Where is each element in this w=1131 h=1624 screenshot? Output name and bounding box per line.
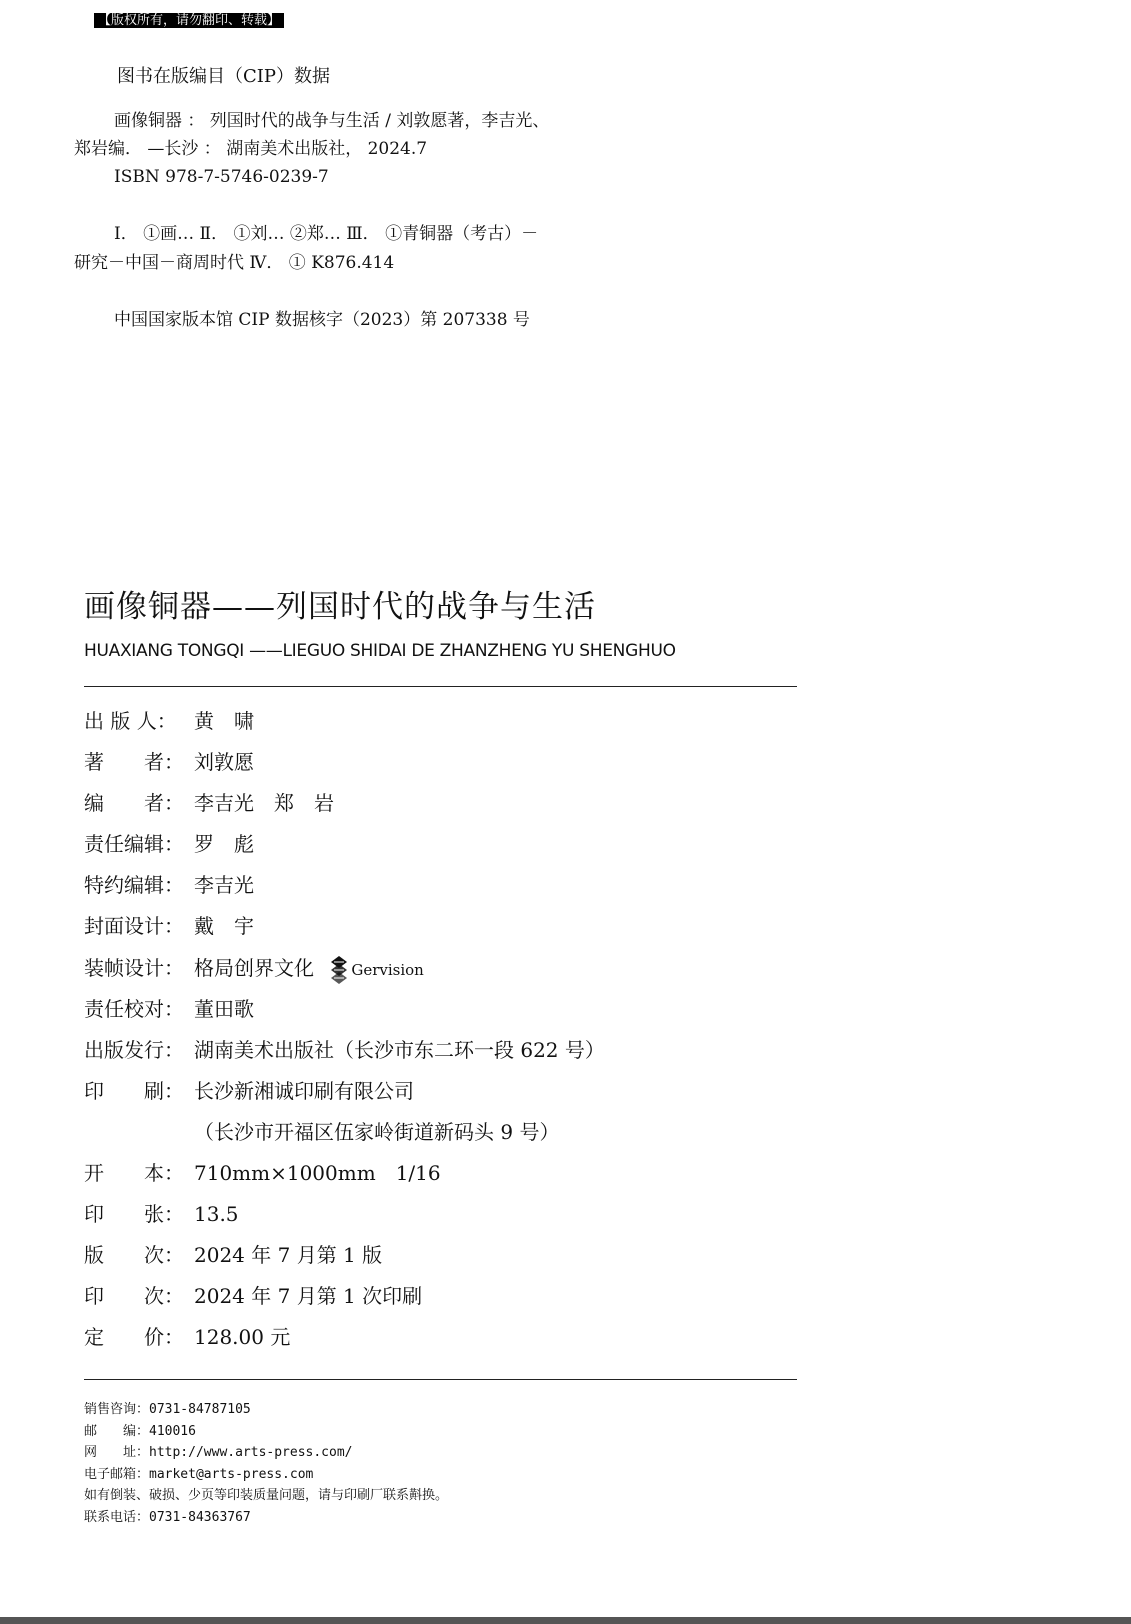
cip-heading: 图书在版编目（CIP）数据 — [117, 66, 330, 87]
credit-special-editor: 特约编辑： 李吉光 — [84, 873, 254, 897]
credit-editors: 编 者： 李吉光 郑 岩 — [84, 791, 334, 815]
cip-record-number: 中国国家版本馆 CIP 数据核字（2023）第 207338 号 — [114, 310, 530, 330]
credit-responsible-editor: 责任编辑： 罗 彪 — [84, 832, 254, 856]
credit-binding-design: 装帧设计： 格局创界文化 Gervision — [84, 953, 424, 983]
copyright-notice: 【版权所有，请勿翻印、转载】 — [94, 13, 284, 28]
cip-line-1: 画像铜器 ： 列国时代的战争与生活 / 刘敦愿著，李吉光、 — [114, 111, 550, 131]
contact-sales-phone: 销售咨询：0731-84787105 — [84, 1402, 251, 1417]
contact-info — [84, 1399, 448, 1528]
cip-isbn: ISBN 978-7-5746-0239-7 — [114, 167, 329, 187]
book-title-en: HUAXIANG TONGQI ——LIEGUO SHIDAI DE ZHANZHENG YU SHENGHUO — [84, 641, 676, 661]
book-title-cn: 画像铜器——列国时代的战争与生活 — [84, 589, 596, 625]
top-divider — [84, 686, 797, 687]
contact-postcode: 邮 编：410016 — [84, 1423, 196, 1439]
gervision-logo-icon — [330, 955, 348, 985]
credit-proofreader: 责任校对： 董田歌 — [84, 997, 254, 1021]
credit-cover-design: 封面设计： 戴 宇 — [84, 914, 254, 938]
credit-sheets: 印 张： 13.5 — [84, 1202, 239, 1226]
credit-format: 开 本： 710mm×1000mm 1/16 — [84, 1161, 441, 1185]
credit-author: 著 者： 刘敦愿 — [84, 750, 254, 774]
gervision-logo-text: Gervision — [351, 960, 424, 979]
credit-distribution: 出版发行： 湖南美术出版社（长沙市东二环一段 622 号） — [84, 1038, 605, 1062]
credit-printer: 印 刷： 长沙新湘诚印刷有限公司 — [84, 1079, 414, 1103]
cip-line-2: 郑岩编． —长沙 ： 湖南美术出版社， 2024.7 — [74, 139, 428, 159]
cip-classification-1: Ⅰ． ①画… Ⅱ． ①刘… ②郑… Ⅲ． ①青铜器（考古）－ — [114, 224, 539, 244]
credit-publisher: 出 版 人： 黄 啸 — [84, 709, 254, 733]
contact-website: 网 址：http://www.arts-press.com/ — [84, 1445, 353, 1460]
contact-printer-phone: 联系电话：0731-84363767 — [84, 1509, 251, 1525]
contact-quality-notice: 如有倒装、破损、少页等印装质量问题，请与印刷厂联系斢换。 — [84, 1488, 449, 1503]
cip-classification-2: 研究－中国－商周时代 Ⅳ． ① K876.414 — [74, 253, 395, 273]
bottom-divider — [84, 1379, 797, 1380]
credit-printer-address: （长沙市开福区伍家岭街道新码头 9 号） — [194, 1120, 560, 1144]
credit-price: 定 价： 128.00 元 — [84, 1325, 291, 1349]
contact-email: 电子邮箱：market@arts-press.com — [84, 1466, 314, 1482]
gervision-logo — [330, 955, 424, 985]
credit-edition: 版 次： 2024 年 7 月第 1 版 — [84, 1243, 383, 1267]
credit-printing: 印 次： 2024 年 7 月第 1 次印刷 — [84, 1284, 423, 1308]
bottom-edge-bar — [0, 1617, 1131, 1624]
